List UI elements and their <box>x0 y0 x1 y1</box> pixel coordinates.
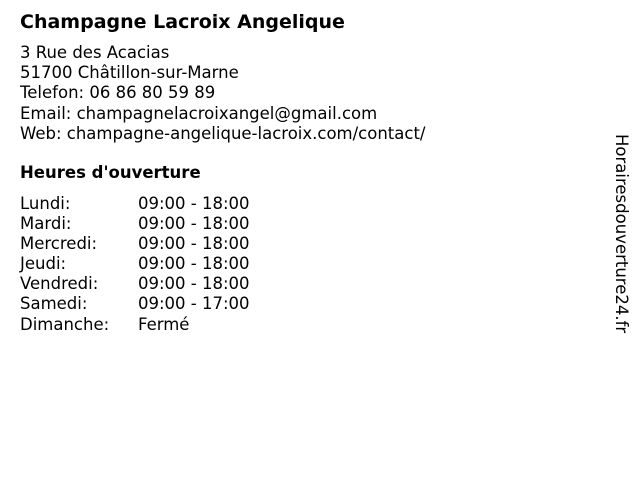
day-label: Mardi: <box>20 214 72 234</box>
day-label: Vendredi: <box>20 274 99 294</box>
site-brand-watermark: Horairesdouverture24.fr <box>612 134 631 334</box>
day-label: Mercredi: <box>20 234 98 254</box>
phone-number: Telefon: 06 86 80 59 89 <box>20 83 216 103</box>
day-label: Samedi: <box>20 294 88 314</box>
contact-block <box>20 43 426 144</box>
business-name: Champagne Lacroix Angelique <box>20 11 345 33</box>
hours-heading: Heures d'ouverture <box>20 163 201 182</box>
time-value: 09:00 - 18:00 <box>138 274 250 294</box>
website-url: Web: champagne-angelique-lacroix.com/contact/ <box>20 123 426 143</box>
time-value: 09:00 - 18:00 <box>138 234 250 254</box>
day-label: Jeudi: <box>20 254 67 274</box>
time-value: 09:00 - 18:00 <box>138 194 250 213</box>
day-label: Dimanche: <box>20 314 110 334</box>
day-label: Lundi: <box>20 194 71 213</box>
street-address: 3 Rue des Acacias <box>20 43 170 62</box>
email-address: Email: champagnelacroixangel@gmail.com <box>20 103 378 123</box>
time-value: 09:00 - 18:00 <box>138 254 250 274</box>
time-value: 09:00 - 17:00 <box>138 294 250 314</box>
city-address: 51700 Châtillon-sur-Marne <box>20 63 239 83</box>
time-value: 09:00 - 18:00 <box>138 214 250 234</box>
time-value: Fermé <box>138 314 190 334</box>
